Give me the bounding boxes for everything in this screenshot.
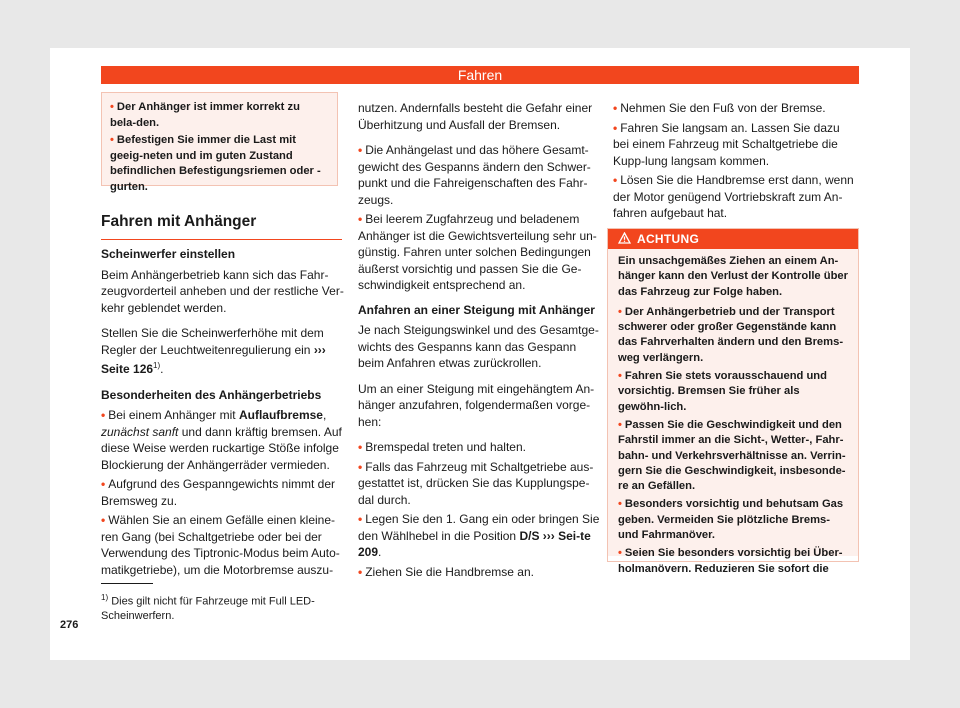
warning-triangle-icon [618, 230, 631, 250]
list-item: • Falls das Fahrzeug mit Schaltgetriebe aus-gestattet ist, drücken Sie das Kupplungspe-dal durch. [358, 459, 594, 507]
column-3 [613, 100, 859, 225]
list-item: • Der Anhängerbetrieb und der Transport schwerer oder großer Gegenstände kann das Fahrverhalten ändern und den Brems-weg verlängern. [618, 305, 844, 364]
column-1 [101, 246, 344, 581]
bullet-icon: • [613, 120, 618, 135]
warning-header [608, 229, 858, 249]
list-item: • Lösen Sie die Handbremse erst dann, wenn der Motor genügend Vortriebskraft zum An-fahren aufgebaut hat. [613, 173, 854, 220]
list-item: • Legen Sie den 1. Gang ein oder bringen Sie den Wählhebel in die Position D/S ››› Sei-te 209. [358, 512, 600, 559]
page-number: 276 [60, 619, 79, 631]
warning-box [607, 228, 859, 575]
paragraph: Je nach Steigungswinkel und des Gesamtge-wichts des Gespanns kann das Gespann beim Anfahren etwas zurückrollen. [358, 323, 599, 370]
page-reference-link[interactable]: D/S ››› Sei-te 209 [358, 528, 591, 559]
column-2 [358, 100, 601, 583]
bullet-icon: • [110, 134, 114, 146]
page-reference-link[interactable]: ››› Seite 126 [101, 342, 326, 376]
bullet-icon: • [618, 370, 622, 383]
bullet-icon: • [618, 305, 622, 318]
bullet-icon: • [613, 101, 618, 115]
list-item: • Die Anhängelast und das höhere Gesamt-gewicht des Gespanns ändern den Schwer-punkt und die Fahreigenschaften des Fahr-zeugs. [358, 143, 591, 207]
list-item: • Bei leerem Zugfahrzeug und beladenem Anhänger ist die Gewichtsverteilung sehr un-günstig. Fahren unter solchen Bedingungen äußerst vorsichtig und passen Sie die Ge-schwindigkeit entsprechend an. [358, 212, 597, 292]
warning-label: ACHTUNG [637, 232, 700, 246]
note-box [101, 92, 338, 193]
list-item: • Seien Sie besonders vorsichtig bei Über-holmanövern. Reduzieren Sie sofort die [618, 547, 843, 575]
list-item: • Aufgrund des Gespanngewichts nimmt der Bremsweg zu. [101, 477, 335, 508]
bullet-icon: • [618, 498, 622, 511]
footnote-divider [101, 583, 153, 584]
bullet-icon: • [101, 513, 106, 527]
list-item: • Nehmen Sie den Fuß von der Bremse. [613, 101, 826, 115]
list-item: • Bremspedal treten und halten. [358, 440, 526, 454]
paragraph: Beim Anhängerbetrieb kann sich das Fahr-zeugvorderteil anheben und der restliche Ver-kehr geblendet werden. [101, 267, 344, 315]
paragraph: Stellen Sie die Scheinwerferhöhe mit dem Regler der Leuchtweitenregulierung ein ››› Seite 126$^{1)}$. [101, 326, 326, 376]
list-item: • Ziehen Sie die Handbremse an. [358, 564, 534, 579]
bullet-icon: • [358, 212, 363, 226]
footnote-marker: 1) [153, 361, 161, 370]
page-header: Fahren [101, 66, 859, 84]
paragraph: Um an einer Steigung mit eingehängtem An-hänger anzufahren, folgendermaßen vorge-hen: [358, 381, 595, 429]
subheading: Besonderheiten des Anhängerbetriebs [101, 387, 322, 402]
subheading: Scheinwerfer einstellen [101, 247, 236, 261]
footnote: $^{1)}$ Dies gilt nicht für Fahrzeuge mit Full LED-Scheinwerfern. [101, 593, 315, 623]
list-item: • Passen Sie die Geschwindigkeit und den Fahrstil immer an die Sicht-, Wetter-, Fahr-bahn- und Verkehrsverhältnisse an. Verrin-gern Sie die Geschwindigkeit, insbesonde-re an Gefällen. [618, 418, 846, 493]
list-item: • Wählen Sie an einem Gefälle einen kleine-ren Gang (bei Schaltgetriebe oder bei der Verwendung des Tiptronic-Modus beim Auto-matikgetriebe), um die Motorbremse auszu- [101, 513, 340, 577]
paragraph: Ein unsachgemäßes Ziehen an einem An-hänger kann den Verlust der Kontrolle über das Fahrzeug zur Folge haben. [618, 255, 849, 298]
bullet-icon: • [618, 418, 622, 431]
bullet-icon: • [101, 477, 106, 491]
bullet-icon: • [358, 564, 363, 579]
section-title: Fahren mit Anhänger [101, 213, 342, 240]
list-item: • Befestigen Sie immer die Last mit geeig-neten und im guten Zustand befindlichen Befestigungsriemen oder -gurten. [110, 134, 321, 193]
bullet-icon: • [110, 101, 114, 113]
bullet-icon: • [358, 440, 363, 454]
bullet-icon: • [618, 547, 622, 560]
list-item: • Fahren Sie stets vorausschauend und vorsichtig. Bremsen Sie früher als gewöhn-lich. [618, 370, 827, 413]
list-item: • Der Anhänger ist immer korrekt zu bela-den. [110, 101, 300, 129]
list-item: • Bei einem Anhänger mit Auflaufbremse, zunächst sanft und dann kräftig bremsen. Auf diese Weise werden ruckartige Stöße infolge Blockierung der Anhängerräder vermieden. [101, 408, 342, 472]
bullet-icon: • [613, 173, 618, 187]
bullet-icon: • [358, 459, 363, 474]
warning-body [608, 249, 858, 575]
list-item: • Besonders vorsichtig und behutsam Gas geben. Vermeiden Sie plötzliche Brems-und Fahrmanöver. [618, 498, 844, 542]
bullet-icon: • [101, 408, 106, 422]
list-item: • Fahren Sie langsam an. Lassen Sie dazu bei einem Fahrzeug mit Schaltgetriebe die Kupp-lung langsam kommen. [613, 120, 840, 168]
bullet-icon: • [358, 143, 363, 157]
bullet-icon: • [358, 512, 363, 526]
subheading: Anfahren an einer Steigung mit Anhänger [358, 302, 595, 317]
paragraph: nutzen. Andernfalls besteht die Gefahr einer Überhitzung und Ausfall der Bremsen. [358, 101, 593, 132]
